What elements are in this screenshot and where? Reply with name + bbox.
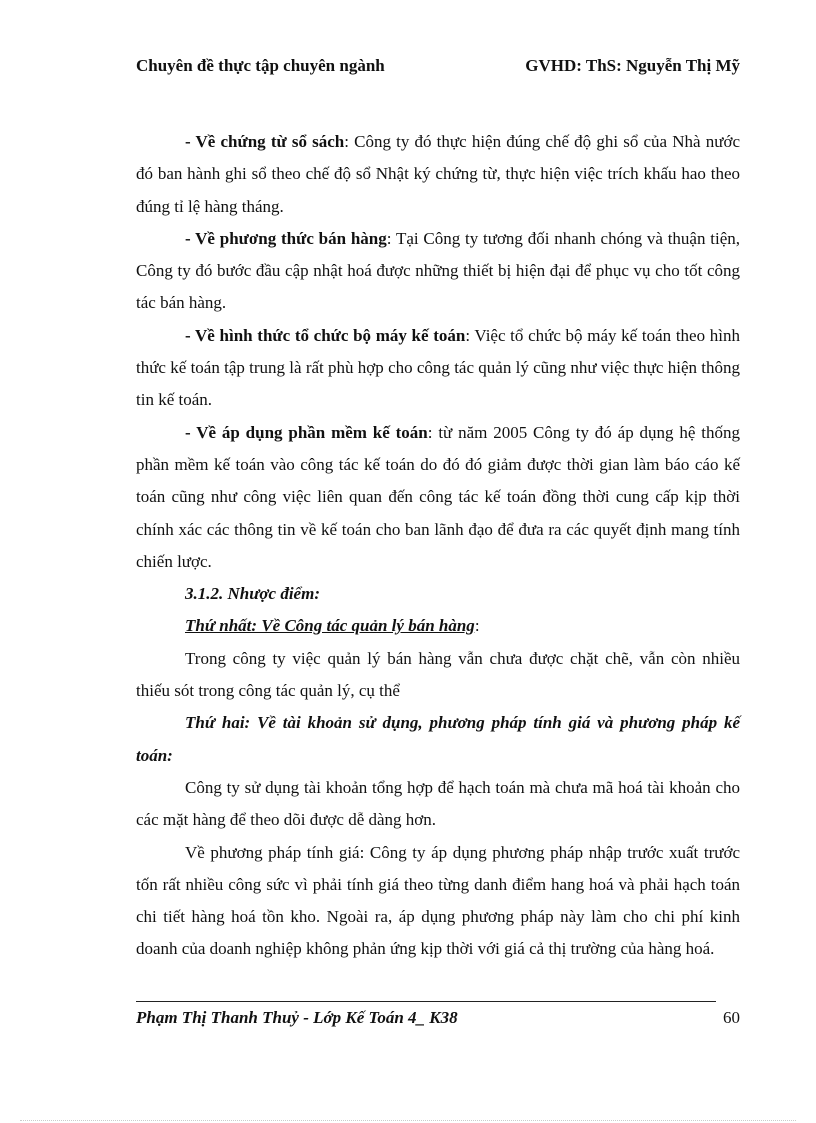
- paragraph-text: : Tại Công ty tương đối nhanh chóng và thuận tiện, Công ty đó bước đầu cập nhật hoá được những thiết bị hiện đại để phục vụ cho tốt công tác bán hàng.: [136, 228, 740, 313]
- page-footer: [136, 1008, 740, 1036]
- section-heading: 3.1.2. Nhược điểm:: [185, 584, 320, 604]
- second-text: Công ty sử dụng tài khoản tổng hợp để hạch toán mà chưa mã hoá tài khoản cho các mặt hàng để theo dõi được dễ dàng hơn.: [136, 777, 740, 830]
- paragraph-lead: - Về hình thức tổ chức bộ máy kế toán: [185, 325, 466, 345]
- page-header: [136, 56, 740, 82]
- header-advisor: GVHD: ThS: Nguyễn Thị Mỹ: [525, 56, 740, 75]
- second-text: Về phương pháp tính giá: Công ty áp dụng phương pháp nhập trước xuất trước tốn rất nhiều công sức vì phải tính giá theo từng danh điểm hang hoá và phải hạch toán chi tiết hàng hoá tồn kho. Ngoài ra, áp dụng phương pháp này làm cho chi phí kinh doanh của doanh nghiệp không phản ứng kịp thời với giá cả thị trường của hàng hoá.: [136, 842, 740, 959]
- paragraph-lead: - Về chứng từ sổ sách: [185, 132, 345, 151]
- paragraph: [136, 126, 740, 223]
- footer-author: Phạm Thị Thanh Thuỷ - Lớp Kế Toán 4_ K38: [136, 1008, 458, 1027]
- paragraph: [136, 417, 740, 578]
- page-edge: [20, 1120, 796, 1121]
- paragraph-lead: - Về phương thức bán hàng: [185, 228, 387, 248]
- paragraph-lead: - Về áp dụng phần mềm kế toán: [185, 422, 428, 442]
- second-heading: Thứ hai: Về tài khoản sử dụng, phương pháp tính giá và phương pháp kế toán:: [136, 713, 740, 765]
- paragraph: [136, 320, 740, 417]
- paragraph: [136, 223, 740, 320]
- paragraph-text: : từ năm 2005 Công ty đó áp dụng hệ thống phần mềm kế toán vào công tác kế toán do đó đó giảm được thời gian làm báo cáo kế toán cũng như công việc liên quan đến công tác kế toán đồng thời cung cấp kịp thời chính xác các thông tin về kế toán cho ban lãnh đạo để đưa ra các quyết định mang tính chiến lược.: [136, 422, 740, 571]
- paragraph-text: : Việc tổ chức bộ máy kế toán theo hình thức kế toán tập trung là rất phù hợp cho công tác quản lý cũng như việc thực hiện thông tin kế toán.: [136, 325, 741, 410]
- document-body: [136, 126, 740, 966]
- footer-divider: [136, 1001, 716, 1002]
- page-number: 60: [723, 1008, 740, 1027]
- first-heading: Thứ nhất: Về Công tác quản lý bán hàng:: [185, 616, 480, 636]
- header-title: Chuyên đề thực tập chuyên ngành: [136, 56, 385, 75]
- first-text: Trong công ty việc quản lý bán hàng vẫn chưa được chặt chẽ, vẫn còn nhiều thiếu sót trong công tác quản lý, cụ thể: [136, 648, 740, 701]
- paragraph-text: : Công ty đó thực hiện đúng chế độ ghi sổ của Nhà nước đó ban hành ghi sổ theo chế độ sổ Nhật ký chứng từ, thực hiện việc trích khấu hao theo đúng tỉ lệ hàng tháng.: [136, 132, 740, 216]
